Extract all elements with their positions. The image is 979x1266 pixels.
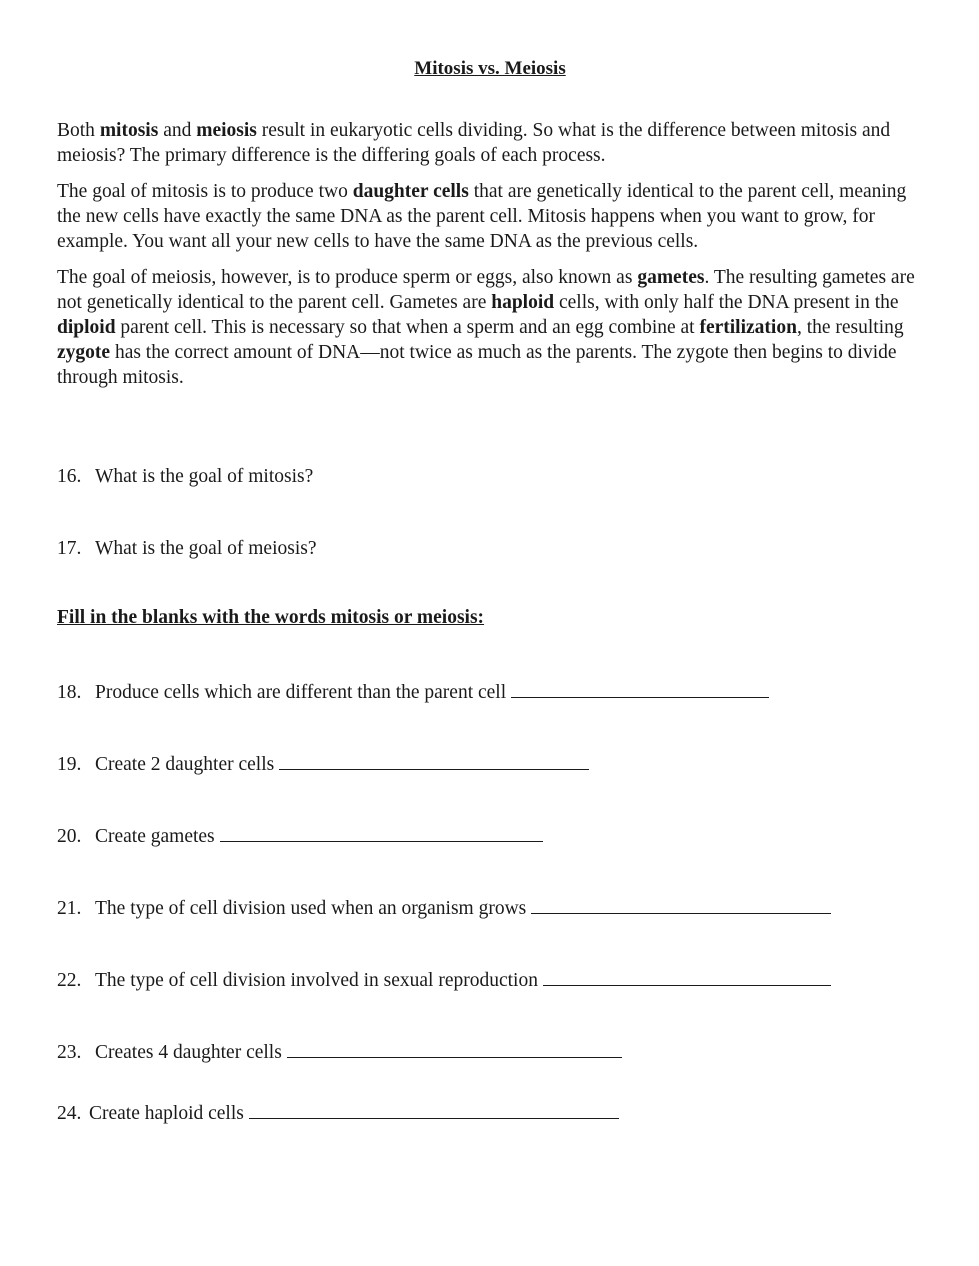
question-number: 22. bbox=[57, 970, 82, 991]
question-text: Create 2 daughter cells bbox=[95, 754, 275, 775]
question-number: 20. bbox=[57, 826, 82, 847]
bold-term: gametes bbox=[637, 267, 705, 288]
question-text: Create haploid cells bbox=[89, 1103, 244, 1124]
answer-blank[interactable] bbox=[511, 681, 769, 698]
question-text: What is the goal of meiosis? bbox=[95, 538, 317, 559]
fill-item-20 bbox=[57, 824, 543, 849]
answer-blank[interactable] bbox=[543, 969, 831, 986]
question-number: 16. bbox=[57, 466, 82, 487]
fill-item-18 bbox=[57, 680, 769, 705]
answer-blank[interactable] bbox=[531, 897, 831, 914]
question-number: 23. bbox=[57, 1042, 82, 1063]
bold-term: daughter cells bbox=[352, 181, 469, 202]
question-number: 24. bbox=[57, 1103, 82, 1124]
question-text: Produce cells which are different than the parent cell bbox=[95, 682, 507, 703]
bold-term: diploid bbox=[57, 317, 116, 338]
answer-blank[interactable] bbox=[220, 825, 543, 842]
bold-term: meiosis bbox=[196, 120, 257, 141]
answer-blank[interactable] bbox=[249, 1102, 619, 1119]
question-text: Create gametes bbox=[95, 826, 215, 847]
intro-paragraph-3: The goal of meiosis, however, is to produce sperm or eggs, also known as gametes. The resulting gametes are not genetically identical to the parent cell. Gametes are haploid cells, with only half the DNA present in the diploid parent cell. This is necessary so that when a sperm and an egg combine at fertilization, the resulting zygote has the correct amount of DNA—not twice as much as the parents. The zygote then begins to divide through mitosis. bbox=[57, 267, 915, 388]
fill-item-22 bbox=[57, 968, 831, 993]
question-number: 21. bbox=[57, 898, 82, 919]
question-text: The type of cell division involved in sexual reproduction bbox=[95, 970, 538, 991]
question-number: 17. bbox=[57, 538, 82, 559]
bold-term: haploid bbox=[491, 292, 555, 313]
intro-paragraph-2: The goal of mitosis is to produce two daughter cells that are genetically identical to the parent cell, meaning the new cells have exactly the same DNA as the parent cell. Mitosis happens when you want to grow, for example. You want all your new cells to have the same DNA as the previous cells. bbox=[57, 181, 907, 252]
intro-paragraph-1: Both mitosis and meiosis result in eukaryotic cells dividing. So what is the difference between mitosis and meiosis? The primary difference is the differing goals of each process. bbox=[57, 120, 891, 166]
question-number: 18. bbox=[57, 682, 82, 703]
intro-section bbox=[57, 118, 923, 401]
answer-blank[interactable] bbox=[279, 753, 589, 770]
fill-item-23 bbox=[57, 1040, 622, 1065]
question-17 bbox=[57, 536, 317, 561]
question-16 bbox=[57, 464, 313, 489]
question-text: What is the goal of mitosis? bbox=[95, 466, 314, 487]
bold-term: fertilization bbox=[699, 317, 797, 338]
fill-item-21 bbox=[57, 896, 831, 921]
page-title: Mitosis vs. Meiosis bbox=[414, 58, 566, 79]
fill-in-heading: Fill in the blanks with the words mitosis or meiosis: bbox=[57, 607, 485, 628]
fill-item-19 bbox=[57, 752, 589, 777]
question-text: The type of cell division used when an organism grows bbox=[95, 898, 527, 919]
bold-term: mitosis bbox=[99, 120, 159, 141]
answer-blank[interactable] bbox=[287, 1041, 622, 1058]
bold-term: zygote bbox=[57, 342, 111, 363]
question-number: 19. bbox=[57, 754, 82, 775]
question-text: Creates 4 daughter cells bbox=[95, 1042, 282, 1063]
fill-item-24 bbox=[57, 1101, 619, 1126]
